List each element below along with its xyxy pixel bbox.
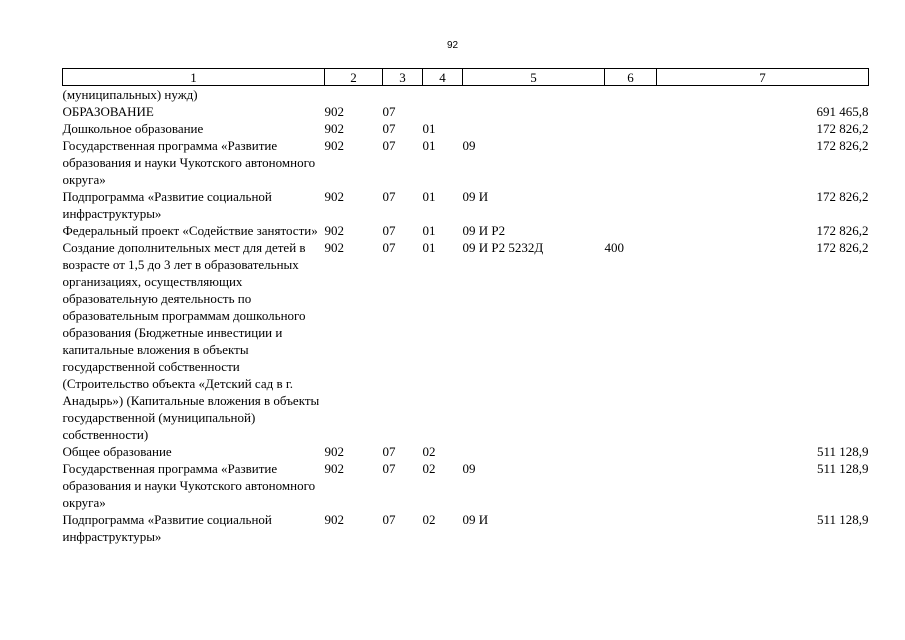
row-expense-type-code [605, 120, 657, 137]
column-header-4: 4 [423, 69, 463, 86]
row-name: ОБРАЗОВАНИЕ [62, 104, 154, 119]
row-section-code: 07 [382, 104, 396, 119]
row-amount: 172 826,2 [816, 240, 869, 255]
row-expense-type-code [605, 137, 657, 188]
row-target-article-code [463, 103, 605, 120]
row-ministry-code [325, 86, 383, 104]
table-row [63, 443, 869, 460]
row-name: Государственная программа «Развитие образования и науки Чукотского автономного округа» [62, 138, 316, 187]
row-ministry-code: 902 [324, 104, 344, 119]
row-subsection-code: 02 [422, 444, 436, 459]
row-name: Государственная программа «Развитие образования и науки Чукотского автономного округа» [62, 461, 316, 510]
row-ministry-code: 902 [324, 223, 344, 238]
row-subsection-code [423, 86, 463, 104]
row-name: Федеральный проект «Содействие занятости» [62, 223, 318, 238]
row-target-article-code: 09 И Р2 5232Д [462, 240, 544, 255]
row-subsection-code: 01 [422, 121, 436, 136]
row-expense-type-code [605, 188, 657, 222]
row-amount: 691 465,8 [816, 104, 869, 119]
row-target-article-code: 09 И [462, 512, 489, 527]
row-target-article-code: 09 [462, 138, 476, 153]
table-row [63, 460, 869, 511]
row-subsection-code [423, 103, 463, 120]
row-ministry-code: 902 [324, 512, 344, 527]
row-section-code [383, 86, 423, 104]
row-section-code: 07 [382, 138, 396, 153]
row-expense-type-code [605, 460, 657, 511]
row-section-code: 07 [382, 461, 396, 476]
table-row [63, 222, 869, 239]
row-amount: 511 128,9 [816, 444, 869, 459]
table-row [63, 239, 869, 443]
row-subsection-code: 01 [422, 138, 436, 153]
table-row [63, 511, 869, 545]
row-expense-type-code [605, 443, 657, 460]
table-row [63, 120, 869, 137]
row-ministry-code: 902 [324, 461, 344, 476]
row-amount: 172 826,2 [816, 121, 869, 136]
table-row [63, 103, 869, 120]
row-expense-type-code [605, 86, 657, 104]
row-section-code: 07 [382, 189, 396, 204]
table-row [63, 86, 869, 104]
row-target-article-code: 09 [462, 461, 476, 476]
row-target-article-code [463, 86, 605, 104]
column-header-5: 5 [463, 69, 605, 86]
budget-table [62, 68, 869, 545]
row-expense-type-code [605, 103, 657, 120]
table-row [63, 137, 869, 188]
table-header [63, 69, 869, 86]
row-target-article-code [463, 120, 605, 137]
table-body [63, 86, 869, 546]
row-subsection-code: 01 [422, 240, 436, 255]
row-name: Дошкольное образование [62, 121, 204, 136]
column-header-1: 1 [63, 69, 325, 86]
row-section-code: 07 [382, 444, 396, 459]
row-name: Создание дополнительных мест для детей в возрасте от 1,5 до 3 лет в образовательных организациях, осуществляющих образовательную деятельность по образовательным программам дошкольного образования (Бюджетные инвестиции и капитальные вложения в объекты государственной собственности (Строительство объекта «Детский сад в г. Анадырь») (Капитальные вложения в объекты государственной (муниципальной) собственности) [62, 240, 320, 442]
row-ministry-code: 902 [324, 138, 344, 153]
row-expense-type-code: 400 [604, 240, 624, 255]
row-target-article-code [463, 443, 605, 460]
row-name: (муниципальных) нужд) [62, 87, 198, 102]
row-expense-type-code [605, 222, 657, 239]
row-ministry-code: 902 [324, 121, 344, 136]
row-amount: 172 826,2 [816, 223, 869, 238]
row-amount: 172 826,2 [816, 189, 869, 204]
page-number: 92 [446, 40, 459, 51]
row-amount [657, 86, 869, 104]
row-subsection-code: 01 [422, 223, 436, 238]
column-header-6: 6 [605, 69, 657, 86]
row-ministry-code: 902 [324, 240, 344, 255]
row-subsection-code: 01 [422, 189, 436, 204]
row-section-code: 07 [382, 223, 396, 238]
row-amount: 511 128,9 [816, 461, 869, 476]
row-target-article-code: 09 И [462, 189, 489, 204]
column-header-7: 7 [657, 69, 869, 86]
table-row [63, 188, 869, 222]
row-target-article-code: 09 И Р2 [462, 223, 506, 238]
row-ministry-code: 902 [324, 444, 344, 459]
row-section-code: 07 [382, 121, 396, 136]
row-amount: 172 826,2 [816, 138, 869, 153]
column-header-3: 3 [383, 69, 423, 86]
row-name: Подпрограмма «Развитие социальной инфраструктуры» [62, 189, 272, 221]
row-ministry-code: 902 [324, 189, 344, 204]
row-name: Подпрограмма «Развитие социальной инфраструктуры» [62, 512, 272, 544]
row-section-code: 07 [382, 512, 396, 527]
column-header-2: 2 [325, 69, 383, 86]
row-section-code: 07 [382, 240, 396, 255]
row-name: Общее образование [62, 444, 172, 459]
row-subsection-code: 02 [422, 512, 436, 527]
header-row [63, 69, 869, 86]
row-expense-type-code [605, 511, 657, 545]
row-subsection-code: 02 [422, 461, 436, 476]
row-amount: 511 128,9 [816, 512, 869, 527]
